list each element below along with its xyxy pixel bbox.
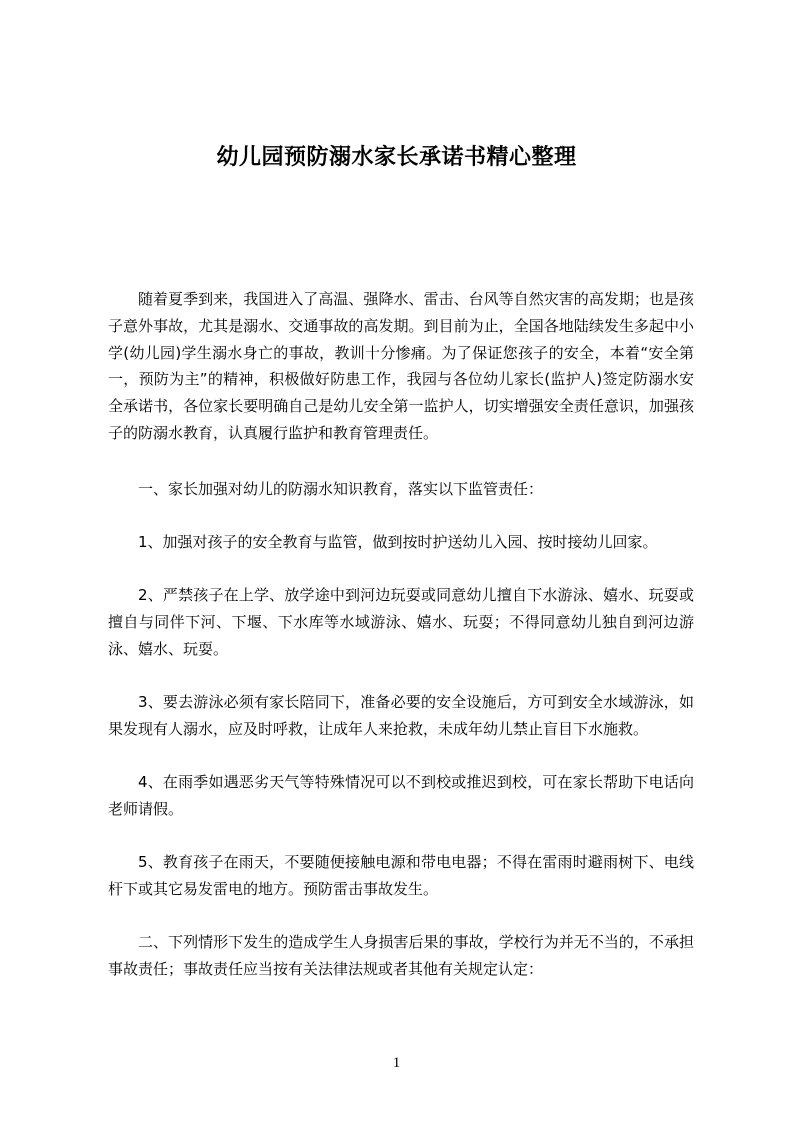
document-title: 幼儿园预防溺水家长承诺书精心整理 bbox=[216, 145, 577, 170]
item-3-paragraph: 3、要去游泳必须有家长陪同下，准备必要的安全设施后，方可到安全水域游泳，如果发现有人溺水，应及时呼救，让成年人来抢救，未成年幼儿禁止盲目下水施救。 bbox=[108, 693, 694, 738]
section-two-heading: 二、下列情形下发生的造成学生人身损害后果的事故，学校行为并无不当的，不承担事故责任；事故责任应当按有关法律法规或者其他有关规定认定： bbox=[108, 933, 694, 978]
page-number: 1 bbox=[392, 1055, 401, 1071]
item-1-paragraph: 1、加强对孩子的安全教育与监管，做到按时护送幼儿入园、按时接幼儿回家。 bbox=[138, 533, 658, 551]
intro-paragraph: 随着夏季到来，我国进入了高温、强降水、雷击、台风等自然灾害的高发期；也是孩子意外事故，尤其是溺水、交通事故的高发期。到目前为止，全国各地陆续发生多起中小学(幼儿园)学生溺水身亡的事故，教训十分惨痛。为了保证您孩子的安全，本着“安全第一，预防为主”的精神，积极做好防患工作，我园与各位幼儿家长(监护人)签定防溺水安全承诺书，各位家长要明确自己是幼儿安全第一监护人，切实增强安全责任意识，加强孩子的防溺水教育，认真履行监护和教育管理责任。 bbox=[108, 290, 694, 442]
item-4-paragraph: 4、在雨季如遇恶劣天气等特殊情况可以不到校或推迟到校，可在家长帮助下电话向老师请假。 bbox=[108, 773, 694, 818]
item-5-paragraph: 5、教育孩子在雨天，不要随便接触电源和带电电器；不得在雷雨时避雨树下、电线杆下或其它易发雷电的地方。预防雷击事故发生。 bbox=[108, 853, 694, 898]
item-2-paragraph: 2、严禁孩子在上学、放学途中到河边玩耍或同意幼儿擅自下水游泳、嬉水、玩耍或擅自与同伴下河、下堰、下水库等水域游泳、嬉水、玩耍；不得同意幼儿独自到河边游泳、嬉水、玩耍。 bbox=[108, 586, 694, 658]
section-one-heading: 一、家长加强对幼儿的防溺水知识教育，落实以下监管责任： bbox=[138, 480, 544, 498]
